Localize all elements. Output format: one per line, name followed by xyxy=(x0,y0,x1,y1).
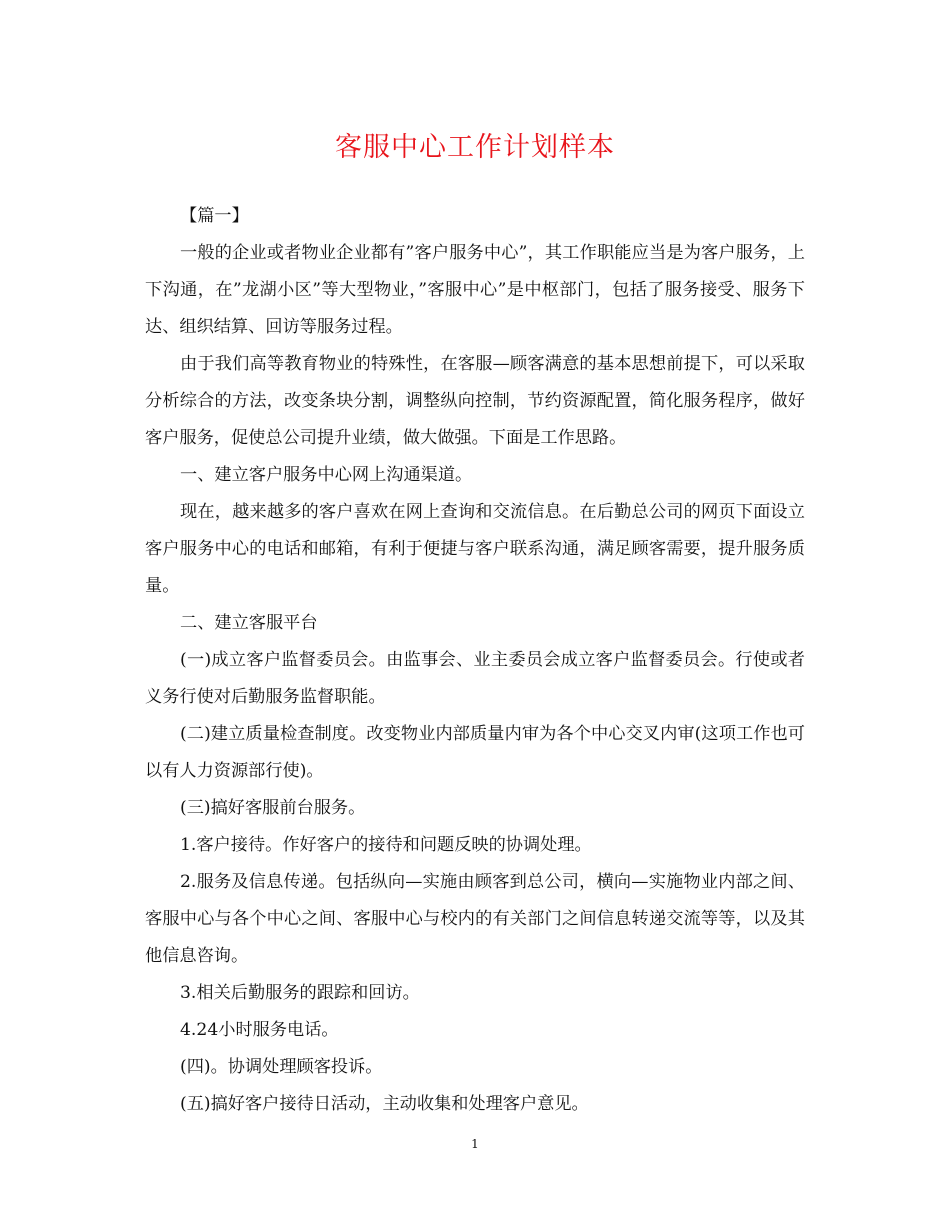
paragraph: (四)。协调处理顾客投诉。 xyxy=(180,1057,383,1077)
paragraph: 1.客户接待。作好客户的接待和问题反映的协调处理。 xyxy=(180,835,592,855)
document-body xyxy=(145,198,805,1123)
paragraph: 一般的企业或者物业企业都有”客户服务中心”，其工作职能应当是为客户服务，上下沟通，在”龙湖小区”等大型物业，”客服中心”是中枢部门，包括了服务接受、服务下达、组织结算、回访等服务过程。 xyxy=(145,243,805,337)
paragraph: (一)成立客户监督委员会。由监事会、业主委员会成立客户监督委员会。行使或者义务行使对后勤服务监督职能。 xyxy=(145,650,805,707)
paragraph: 现在，越来越多的客户喜欢在网上查询和交流信息。在后勤总公司的网页下面设立客户服务中心的电话和邮箱，有利于便捷与客户联系沟通，满足顾客需要，提升服务质量。 xyxy=(145,502,805,596)
paragraph: 2.服务及信息传递。包括纵向—实施由顾客到总公司，横向—实施物业内部之间、客服中心与各个中心之间、客服中心与校内的有关部门之间信息转递交流等等，以及其他信息咨询。 xyxy=(145,872,805,966)
section-heading: 【篇一】 xyxy=(180,206,249,226)
paragraph: (二)建立质量检查制度。改变物业内部质量内审为各个中心交叉内审(这项工作也可以有人力资源部行使)。 xyxy=(145,724,805,781)
paragraph: 二、建立客服平台 xyxy=(180,613,318,633)
paragraph: 4.24小时服务电话。 xyxy=(180,1020,339,1040)
paragraph: 3.相关后勤服务的跟踪和回访。 xyxy=(180,983,420,1003)
paragraph: 一、建立客户服务中心网上沟通渠道。 xyxy=(180,465,473,485)
document-title: 客服中心工作计划样本 xyxy=(335,132,615,163)
paragraph: (三)搞好客服前台服务。 xyxy=(180,798,366,818)
page-number: 1 xyxy=(471,1137,479,1151)
paragraph: 由于我们高等教育物业的特殊性，在客服—顾客满意的基本思想前提下，可以采取分析综合的方法，改变条块分割，调整纵向控制，节约资源配置，简化服务程序，做好客户服务，促使总公司提升业绩，做大做强。下面是工作思路。 xyxy=(145,354,805,448)
paragraph: (五)搞好客户接待日活动，主动收集和处理客户意见。 xyxy=(180,1094,589,1114)
